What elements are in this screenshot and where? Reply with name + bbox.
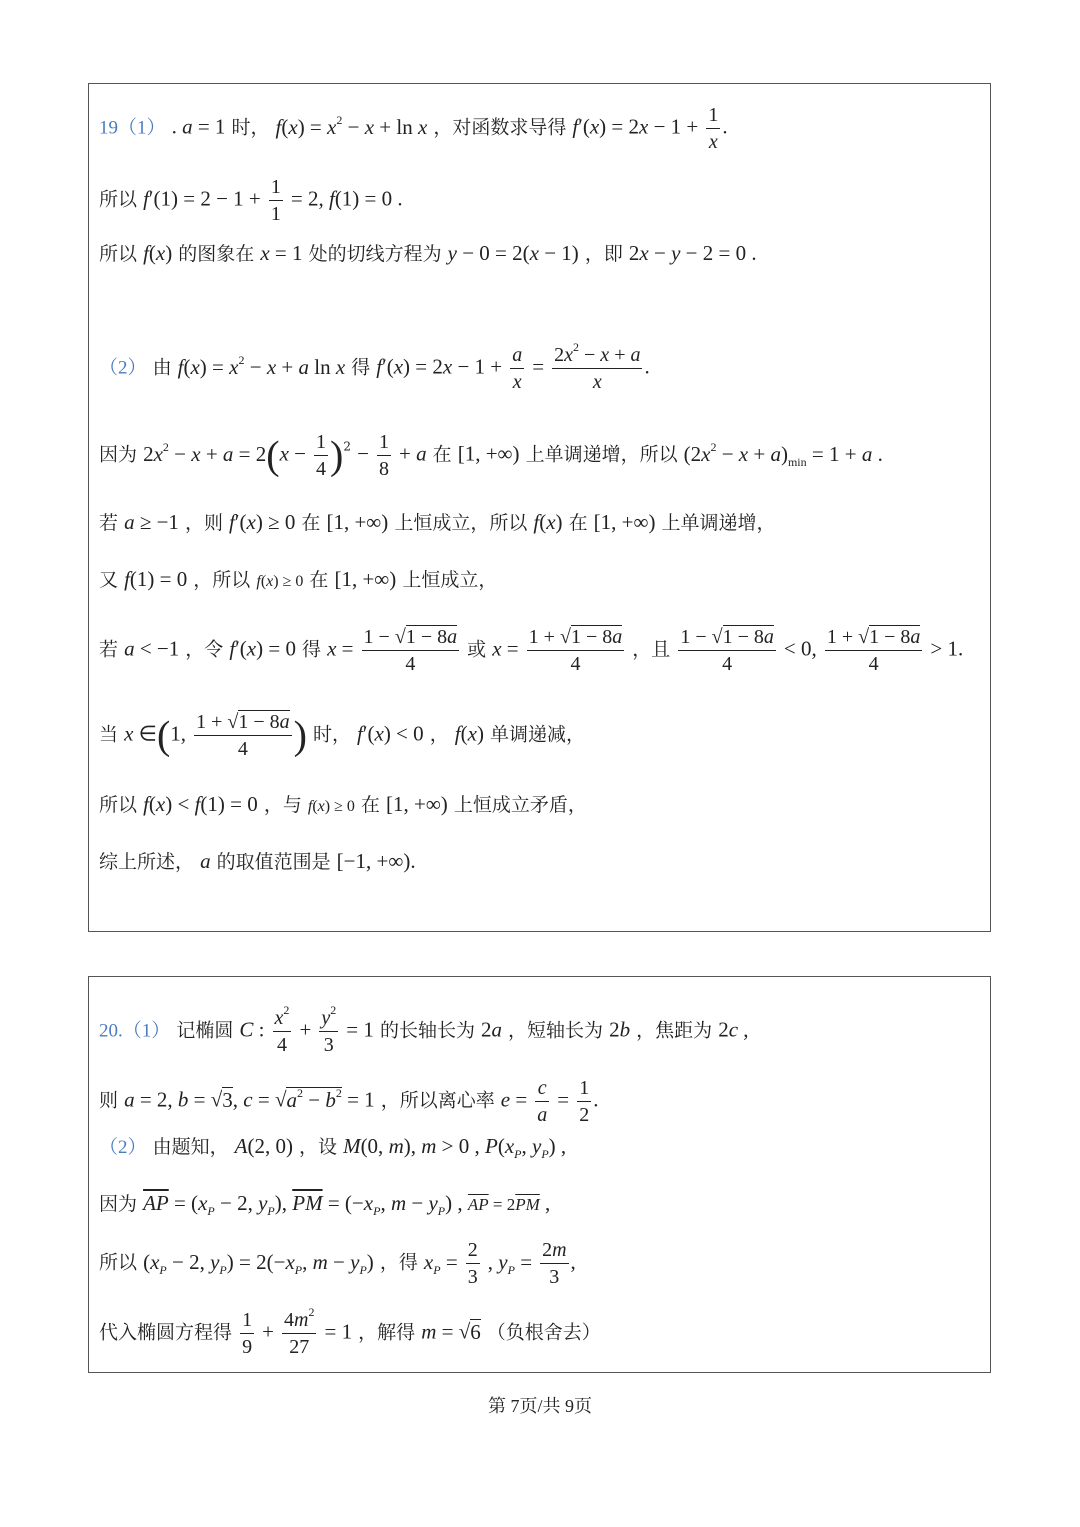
p20-part2-label: （2） (99, 1137, 147, 1158)
p19-part1-label: 19（1） (99, 117, 166, 139)
math-expr: f′(1) = 2 − 1 + (143, 186, 261, 211)
p20-line-6: 代入椭圆方程得 $\frac{1}{9}$ + $\frac{4m^2}{27}$ = 1 ，解得 m = √6 （负根舍去） (99, 1305, 601, 1358)
p19-line-5: 因为 $2x^2 - x + a = 2(x$ − $\frac{1}{4}$ )$^2$ − $\frac{1}{8}$ + a 在 [1, +∞) 上单调递增，所以 $(2x^2 - x + a)_{min} = 1 + a$ . (99, 431, 883, 480)
p19-line-11: 综上所述， a 的取值范围是 [−1, +∞). (99, 849, 416, 873)
fraction: $\frac{1 - √1 - 8a}{4}$ (363, 626, 458, 675)
p20-line-1: 20.（1） 记椭圆 C : $\frac{x^2}{4}$ + $\frac{y^2}{3}$ = 1 的长轴长为 2a ，短轴长为 2b ，焦距为 2c , (99, 1003, 749, 1056)
p20-line-4: 因为 $\overline{AP} = (x_P - 2$, $y_P$), $\overline{PM} = (-x_P$, $m - y_P$) , $\overline{AP} = 2\overline{PM}$ , (99, 1191, 551, 1219)
p20-line-5: 所以 ($x_P - 2$, $y_P) = 2(-x_P$, $m - y_P$) ，得 $x_P$ = $\frac{2}{3}$ , $y_P$ = $\frac{2m}{3}$ , (99, 1239, 576, 1288)
page-number: 第 7页/共 9页 (487, 1396, 592, 1416)
p19-line-7: 又 f(1) = 0 ，所以 f(x) ≥ 0 在 [1, +∞) 上恒成立， (99, 567, 498, 591)
p19-line-1: 19（1） . a = 1 时， $f(x) = x^2 - x + \ln x$ ，对函数求导得 f′(x) = 2x − 1 + $\frac{1}{x}$ . (99, 104, 728, 153)
fraction: $\frac{1 + √1 - 8a}{4}$ (826, 626, 921, 675)
math-expr: = 2, f(1) = 0 . (290, 186, 403, 211)
fraction: $\frac{1}{x}$ (708, 104, 719, 153)
fraction: $\frac{1}{4}$ (316, 431, 327, 480)
p20-part1-label: 20.（1） (99, 1020, 171, 1042)
fraction: $\frac{2m}{3}$ (542, 1239, 567, 1288)
p19-line-3: 所以 f(x) 的图象在 x = 1 处的切线方程为 y − 0 = 2(x − 1) ，即 2x − y − 2 = 0 . (99, 241, 757, 265)
fraction: $\frac{1}{2}$ (579, 1077, 590, 1126)
solution-box-20 (88, 976, 991, 1373)
fraction: $\frac{4m^2}{27}$ (284, 1305, 315, 1358)
p19-line-6: 若 a ≥ −1 ，则 f′(x) ≥ 0 在 [1, +∞) 上恒成立，所以 f(x) 在 [1, +∞) 上单调递增， (99, 510, 776, 534)
fraction: $\frac{1 + √1 - 8a}{4}$ (528, 626, 623, 675)
fraction: $\frac{a}{x}$ (512, 344, 523, 393)
p20-line-3: （2） 由题知， A(2, 0) ，设 M(0, m), m > 0 , $P(x_P$, $y_P$) , (99, 1134, 567, 1162)
fraction: $\frac{1 - √1 - 8a}{4}$ (680, 626, 774, 675)
math-expr: $f(x) = x^2 - x + \ln x$ (275, 112, 428, 139)
p19-line-8: 若 a < −1 ，令 f′(x) = 0 得 x = $\frac{1 - √1 - 8a}{4}$ 或 x = $\frac{1 + √1 - 8a}{4}$ ，且 $\frac{1 - √1 - 8a}{4}$ < 0, $\frac{1 + √1 - 8a}{4}$ > 1. (99, 626, 964, 675)
math-expr: f′(x) = 2x − 1 + (572, 114, 699, 139)
p19-line-9: 当 x ∈(1, $\frac{1 + √1 - 8a}{4}$ ) 时， f′(x) < 0 ， f(x) 单调递减， (99, 711, 585, 760)
solution-box-19 (88, 83, 991, 932)
fraction: $\frac{x^2}{4}$ (274, 1003, 290, 1056)
math-expr: . a = 1 (171, 114, 226, 139)
fraction: $\frac{c}{a}$ (537, 1077, 548, 1126)
p19-part2-label: （2） (99, 357, 147, 379)
fraction: $\frac{1 + √1 - 8a}{4}$ (196, 711, 290, 760)
p19-line-2: 所以 f′(1) = 2 − 1 + $\frac{1}{1}$ = 2, f(1) = 0 . (99, 176, 403, 225)
fraction: $\frac{2}{3}$ (467, 1239, 478, 1288)
fraction: $\frac{1}{1}$ (270, 176, 281, 225)
fraction: $\frac{y^2}{3}$ (321, 1003, 337, 1056)
p19-line-10: 所以 f(x) < f(1) = 0 ，与 f(x) ≥ 0 在 [1, +∞) 上恒成立矛盾， (99, 792, 587, 816)
fraction: $\frac{1}{8}$ (378, 431, 389, 480)
p20-line-2: 则 a = 2, b = √3, $c = √a^2 - b^2 = 1$ ，所以离心率 e = $\frac{c}{a}$ = $\frac{1}{2}$ . (99, 1077, 599, 1126)
p19-line-4: （2） 由 $f(x) = x^2 - x + a$ ln x 得 f′(x) = 2x − 1 + $\frac{a}{x}$ = $\frac{2x^2 - x + a}{x}$ . (99, 340, 650, 393)
fraction: $\frac{2x^2 - x + a}{x}$ (554, 340, 641, 393)
fraction: $\frac{1}{9}$ (242, 1309, 253, 1358)
